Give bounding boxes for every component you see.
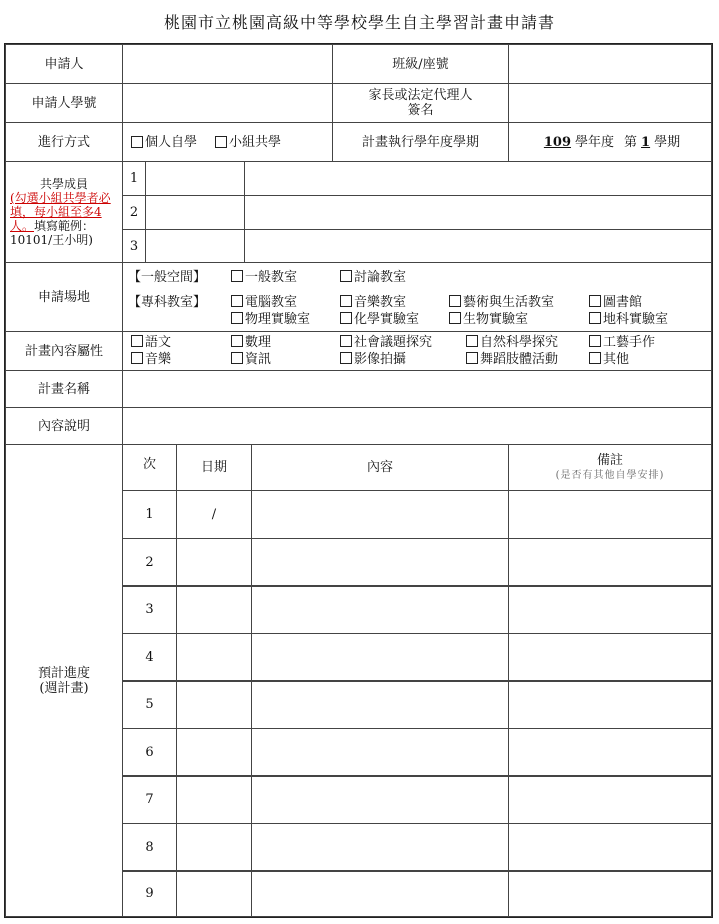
- attribute-option[interactable]: 資訊: [231, 352, 271, 367]
- venue-special-option[interactable]: 化學實驗室: [340, 312, 419, 327]
- schedule-remark-input[interactable]: [508, 870, 712, 917]
- applicant-input[interactable]: [122, 44, 333, 84]
- schedule-col-content: 內容: [251, 444, 509, 491]
- term-label: 計畫執行學年度學期: [332, 122, 509, 162]
- venue-general-tag: 【一般空間】: [128, 270, 207, 285]
- schedule-remark-input[interactable]: [508, 585, 712, 634]
- members-note-example: 填寫範例：10101/王小明): [10, 219, 95, 247]
- applicant-label: 申請人: [5, 44, 123, 84]
- guardian-label: [332, 83, 509, 123]
- checkbox[interactable]: [231, 352, 243, 364]
- schedule-date-input[interactable]: [176, 633, 252, 682]
- description-label: 內容說明: [5, 407, 123, 445]
- schedule-remark-input[interactable]: [508, 490, 712, 539]
- schedule-date-input[interactable]: /: [176, 490, 252, 539]
- attribute-option[interactable]: 影像拍攝: [340, 352, 406, 367]
- member-number: 2: [122, 195, 146, 230]
- checkbox[interactable]: [340, 295, 352, 307]
- schedule-remark-input[interactable]: [508, 633, 712, 682]
- member-id-input[interactable]: [145, 195, 245, 230]
- venue-general-option[interactable]: 一般教室: [231, 270, 297, 285]
- schedule-content-input[interactable]: [251, 585, 509, 634]
- plan-name-label: 計畫名稱: [5, 370, 123, 408]
- mode-options: [122, 122, 333, 162]
- members-note-required: (勾選小組共學者必填，每小組至多4人。: [10, 191, 111, 233]
- schedule-number: 3: [122, 585, 177, 634]
- member-name-input[interactable]: [244, 161, 712, 196]
- checkbox[interactable]: [589, 312, 601, 324]
- schedule-remark-input[interactable]: [508, 728, 712, 777]
- schedule-date-input[interactable]: [176, 775, 252, 824]
- schedule-date-input[interactable]: [176, 585, 252, 634]
- checkbox[interactable]: [231, 270, 243, 282]
- checkbox[interactable]: [131, 352, 143, 364]
- schedule-content-input[interactable]: [251, 633, 509, 682]
- venue-special-option[interactable]: 地科實驗室: [589, 312, 668, 327]
- attributes-label: 計畫內容屬性: [5, 331, 123, 371]
- checkbox[interactable]: [449, 312, 461, 324]
- student-id-input[interactable]: [122, 83, 333, 123]
- schedule-col-remark-title: 備註: [596, 452, 623, 468]
- member-name-input[interactable]: [244, 229, 712, 263]
- year-suffix: 學年度: [575, 134, 615, 150]
- checkbox[interactable]: [231, 295, 243, 307]
- checkbox[interactable]: [449, 295, 461, 307]
- venue-special-option[interactable]: 物理實驗室: [231, 312, 310, 327]
- schedule-col-remark: [508, 444, 712, 491]
- mode-individual-label: 個人自學: [145, 134, 198, 150]
- schedule-date-input[interactable]: [176, 823, 252, 872]
- venue-label: 申請場地: [5, 262, 123, 332]
- schedule-number: 2: [122, 538, 177, 587]
- venue-special-option[interactable]: 音樂教室: [340, 295, 406, 310]
- venue-special-option[interactable]: 生物實驗室: [449, 312, 528, 327]
- description-input[interactable]: [122, 407, 712, 445]
- schedule-remark-input[interactable]: [508, 823, 712, 872]
- members-label: 共學成員: [39, 177, 88, 191]
- checkbox[interactable]: [231, 335, 243, 347]
- schedule-number: 9: [122, 870, 177, 917]
- student-id-label: 申請人學號: [5, 83, 123, 123]
- checkbox[interactable]: [589, 335, 601, 347]
- venue-special-option[interactable]: 電腦教室: [231, 295, 297, 310]
- schedule-content-input[interactable]: [251, 775, 509, 824]
- term-suffix: 學期: [654, 134, 681, 150]
- term-value: [508, 122, 712, 162]
- mode-group-label: 小組共學: [229, 134, 282, 150]
- schedule-date-input[interactable]: [176, 728, 252, 777]
- members-label-cell: [5, 161, 123, 263]
- schedule-content-input[interactable]: [251, 538, 509, 587]
- schedule-number: 5: [122, 680, 177, 729]
- guardian-label-line2: 簽名: [407, 103, 434, 118]
- venue-special-option[interactable]: 圖書館: [589, 295, 642, 310]
- attribute-option[interactable]: 數理: [231, 335, 271, 350]
- schedule-number: 1: [122, 490, 177, 539]
- member-number: 3: [122, 229, 146, 263]
- member-number: 1: [122, 161, 146, 196]
- venue-general-option[interactable]: 討論教室: [340, 270, 406, 285]
- attribute-option[interactable]: 社會議題探究: [340, 335, 432, 350]
- schedule-date-input[interactable]: [176, 870, 252, 917]
- checkbox[interactable]: [131, 136, 143, 148]
- attribute-option[interactable]: 舞蹈肢體活動: [466, 352, 558, 367]
- schedule-col-date: 日期: [176, 444, 252, 491]
- checkbox[interactable]: [340, 335, 352, 347]
- attribute-option[interactable]: 工藝手作: [589, 335, 655, 350]
- schedule-number: 6: [122, 728, 177, 777]
- venue-special-tag: 【專科教室】: [128, 295, 207, 310]
- attribute-option[interactable]: 其他: [589, 352, 629, 367]
- schedule-content-input[interactable]: [251, 823, 509, 872]
- schedule-date-input[interactable]: [176, 538, 252, 587]
- year-value[interactable]: 109: [543, 134, 572, 150]
- schedule-content-input[interactable]: [251, 490, 509, 539]
- attribute-option[interactable]: 自然科學探究: [466, 335, 558, 350]
- guardian-signature-input[interactable]: [508, 83, 712, 123]
- checkbox[interactable]: [340, 352, 352, 364]
- schedule-content-input[interactable]: [251, 680, 509, 729]
- attribute-option[interactable]: 語文: [131, 335, 171, 350]
- checkbox[interactable]: [466, 352, 478, 364]
- schedule-label-line2: (週計畫): [39, 680, 89, 696]
- mode-label: 進行方式: [5, 122, 123, 162]
- checkbox[interactable]: [589, 352, 601, 364]
- form-title: 桃園市立桃園高級中等學校學生自主學習計畫申請書: [163, 13, 555, 32]
- schedule-col-number: 次: [122, 444, 177, 491]
- plan-name-input[interactable]: [122, 370, 712, 408]
- venue-special-option[interactable]: 藝術與生活教室: [449, 295, 554, 310]
- member-id-input[interactable]: [145, 229, 245, 263]
- attribute-option[interactable]: 音樂: [131, 352, 171, 367]
- schedule-col-remark-note: (是否有其他自學安排): [555, 469, 665, 481]
- guardian-label-line1: 家長或法定代理人: [368, 88, 473, 103]
- checkbox[interactable]: [215, 136, 227, 148]
- schedule-remark-input[interactable]: [508, 775, 712, 824]
- class-seat-input[interactable]: [508, 44, 712, 84]
- term-prefix: 第: [624, 134, 638, 150]
- checkbox[interactable]: [340, 270, 352, 282]
- schedule-number: 4: [122, 633, 177, 682]
- member-id-input[interactable]: [145, 161, 245, 196]
- schedule-remark-input[interactable]: [508, 538, 712, 587]
- class-seat-label: 班級/座號: [332, 44, 509, 84]
- term-number[interactable]: 1: [641, 134, 651, 150]
- schedule-number: 7: [122, 775, 177, 824]
- member-name-input[interactable]: [244, 195, 712, 230]
- schedule-label-line1: 預計進度: [37, 665, 90, 681]
- schedule-number: 8: [122, 823, 177, 872]
- schedule-content-input[interactable]: [251, 728, 509, 777]
- checkbox[interactable]: [340, 312, 352, 324]
- schedule-remark-input[interactable]: [508, 680, 712, 729]
- schedule-content-input[interactable]: [251, 870, 509, 917]
- checkbox[interactable]: [589, 295, 601, 307]
- schedule-date-input[interactable]: [176, 680, 252, 729]
- schedule-label: [5, 444, 123, 917]
- checkbox[interactable]: [466, 335, 478, 347]
- checkbox[interactable]: [131, 335, 143, 347]
- checkbox[interactable]: [231, 312, 243, 324]
